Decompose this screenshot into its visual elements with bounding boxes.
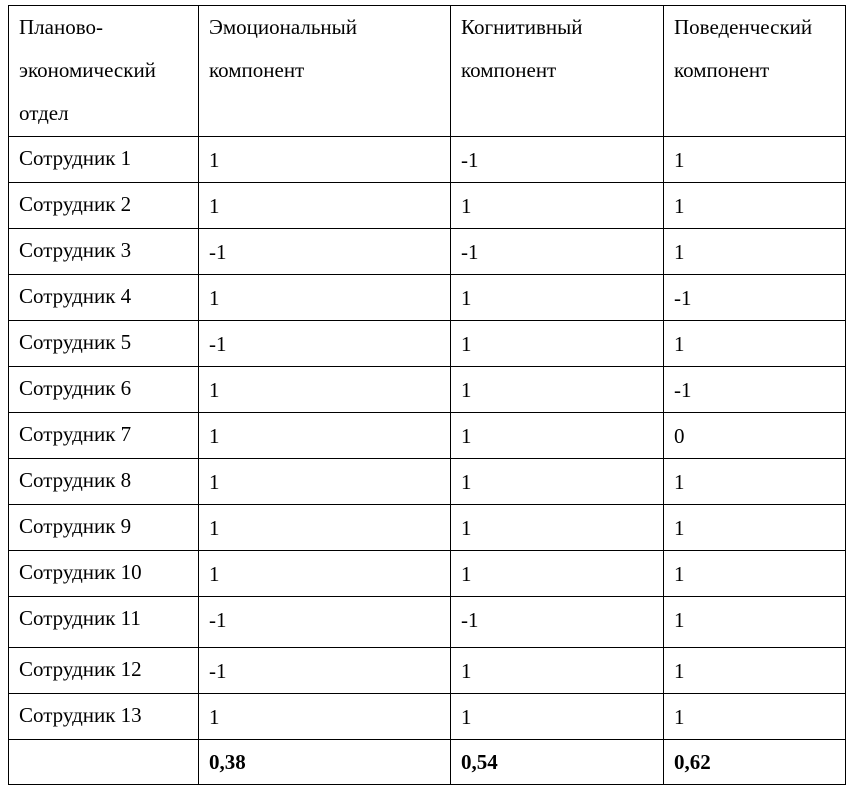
emotional-value: 1	[199, 183, 451, 229]
emotional-value: -1	[199, 648, 451, 694]
header-department-line: Планово-	[19, 15, 103, 39]
table-footer-row	[9, 740, 846, 785]
header-emotional-line: Эмоциональный	[209, 15, 358, 39]
header-department-line: экономический	[19, 58, 156, 82]
behavioral-value: 1	[664, 648, 846, 694]
cognitive-value: 1	[451, 183, 664, 229]
behavioral-total: 0,62	[664, 740, 846, 785]
employee-name: Сотрудник 8	[9, 459, 199, 505]
header-behavioral-line: Поведенческий	[674, 15, 813, 39]
cognitive-value: 1	[451, 321, 664, 367]
cognitive-value: -1	[451, 597, 664, 648]
table-row	[9, 183, 846, 229]
table-row	[9, 275, 846, 321]
header-cognitive-line: Когнитивный	[461, 15, 583, 39]
behavioral-value: 1	[664, 183, 846, 229]
cognitive-value: 1	[451, 551, 664, 597]
behavioral-value: 1	[664, 321, 846, 367]
cognitive-value: 1	[451, 694, 664, 740]
table-row	[9, 321, 846, 367]
table-header-row	[9, 6, 846, 137]
cognitive-value: 1	[451, 648, 664, 694]
emotional-value: 1	[199, 505, 451, 551]
emotional-value: 1	[199, 367, 451, 413]
cognitive-value: 1	[451, 459, 664, 505]
table-row	[9, 459, 846, 505]
footer-label	[9, 740, 199, 785]
employee-name: Сотрудник 1	[9, 137, 199, 183]
header-behavioral-line: компонент	[674, 58, 770, 82]
employee-name: Сотрудник 9	[9, 505, 199, 551]
table-row	[9, 694, 846, 740]
header-behavioral	[664, 6, 846, 137]
employee-name: Сотрудник 6	[9, 367, 199, 413]
table-row	[9, 551, 846, 597]
header-department	[9, 6, 199, 137]
cognitive-value: 1	[451, 367, 664, 413]
employee-name: Сотрудник 7	[9, 413, 199, 459]
cognitive-value: -1	[451, 137, 664, 183]
header-cognitive	[451, 6, 664, 137]
cognitive-value: 1	[451, 413, 664, 459]
behavioral-value: 1	[664, 137, 846, 183]
emotional-value: -1	[199, 229, 451, 275]
behavioral-value: 1	[664, 551, 846, 597]
cognitive-value: 1	[451, 505, 664, 551]
behavioral-value: 1	[664, 597, 846, 648]
employee-name: Сотрудник 10	[9, 551, 199, 597]
employee-name: Сотрудник 2	[9, 183, 199, 229]
behavioral-value: -1	[664, 275, 846, 321]
table-row	[9, 137, 846, 183]
employee-name: Сотрудник 4	[9, 275, 199, 321]
header-cognitive-line: компонент	[461, 58, 557, 82]
table-row	[9, 413, 846, 459]
table-row	[9, 648, 846, 694]
emotional-total: 0,38	[199, 740, 451, 785]
cognitive-total: 0,54	[451, 740, 664, 785]
employee-name: Сотрудник 12	[9, 648, 199, 694]
emotional-value: 1	[199, 137, 451, 183]
cognitive-value: -1	[451, 229, 664, 275]
emotional-value: 1	[199, 413, 451, 459]
header-emotional-line: компонент	[209, 58, 305, 82]
table-row	[9, 597, 846, 648]
employee-name: Сотрудник 11	[9, 597, 199, 648]
emotional-value: 1	[199, 551, 451, 597]
employee-name: Сотрудник 3	[9, 229, 199, 275]
behavioral-value: 0	[664, 413, 846, 459]
employee-name: Сотрудник 13	[9, 694, 199, 740]
emotional-value: -1	[199, 321, 451, 367]
table-row	[9, 367, 846, 413]
table-row	[9, 229, 846, 275]
table-row	[9, 505, 846, 551]
emotional-value: -1	[199, 597, 451, 648]
emotional-value: 1	[199, 459, 451, 505]
cognitive-value: 1	[451, 275, 664, 321]
header-department-line: отдел	[19, 101, 69, 125]
behavioral-value: -1	[664, 367, 846, 413]
emotional-value: 1	[199, 694, 451, 740]
behavioral-value: 1	[664, 229, 846, 275]
behavioral-value: 1	[664, 505, 846, 551]
results-table	[8, 5, 846, 785]
behavioral-value: 1	[664, 694, 846, 740]
employee-name: Сотрудник 5	[9, 321, 199, 367]
behavioral-value: 1	[664, 459, 846, 505]
emotional-value: 1	[199, 275, 451, 321]
header-emotional	[199, 6, 451, 137]
